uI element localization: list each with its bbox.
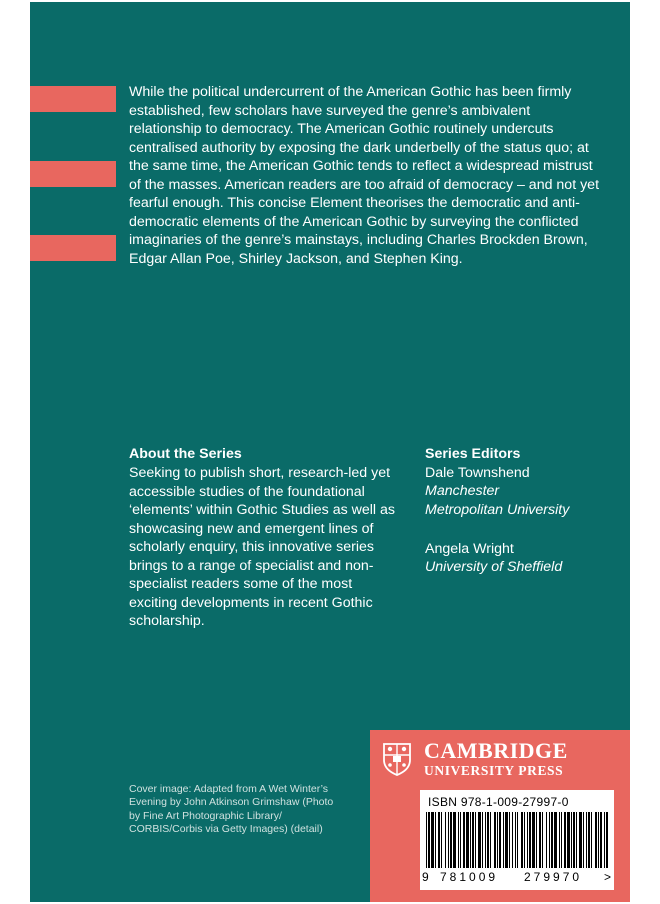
series-editors-heading: Series Editors bbox=[425, 446, 521, 462]
isbn-barcode bbox=[420, 790, 614, 890]
decorative-stripe bbox=[30, 235, 116, 261]
book-blurb: While the political undercurrent of the American Gothic has been firmly established, few scholars have surveyed the genre’s ambivalent relationship to democracy. The American Gothic routinely undercuts centralised authority by exposing the dark underbelly of the status quo; at the same time, the American Gothic tends to reflect a widespread mistrust of the masses. American readers are too afraid of democracy – and not yet fearful enough. This concise Element theorises the democratic and anti-democratic elements of the American Gothic by surveying the conflicted imaginaries of the genre’s mainstays, including Charles Brockden Brown, Edgar Allan Poe, Shirley Jackson, and Stephen King. bbox=[129, 84, 600, 267]
cover-image-credit: Cover image: Adapted from A Wet Winter’s Evening by John Atkinson Grimshaw (Photo by Fine Art Photographic Library/ CORBIS/Corbis via Getty Images) (detail) bbox=[129, 783, 334, 835]
decorative-stripe bbox=[30, 86, 116, 112]
barcode-right-digits: 279970 bbox=[524, 870, 583, 884]
editor-affiliation: Manchester Metropolitan University bbox=[425, 483, 570, 518]
publisher-block bbox=[370, 730, 630, 902]
editor-name: Dale Townshend bbox=[425, 465, 530, 481]
barcode-left-digits: 781009 bbox=[440, 870, 499, 884]
editor-name: Angela Wright bbox=[425, 541, 514, 557]
decorative-stripe bbox=[30, 161, 116, 187]
publisher-subtitle: UNIVERSITY PRESS bbox=[424, 763, 564, 778]
barcode-end-mark: > bbox=[604, 870, 612, 884]
barcode-bars bbox=[426, 812, 608, 868]
publisher-name: CAMBRIDGE bbox=[424, 738, 568, 763]
about-series-text: Seeking to publish short, research-led yet accessible studies of the foundational ‘elements’ within Gothic Studies as well as showcasing new and emergent lines of scholarly enquiry, this innovative series brings to a range of specialist and non-specialist readers some of the most exciting developments in recent Gothic scholarship. bbox=[129, 465, 396, 629]
isbn-label: ISBN 978-1-009-27997-0 bbox=[428, 795, 569, 809]
about-series-heading: About the Series bbox=[129, 446, 242, 462]
editor-affiliation: University of Sheffield bbox=[425, 559, 563, 575]
cambridge-crest-icon bbox=[382, 742, 412, 776]
back-cover bbox=[30, 2, 630, 902]
barcode-lead-digit: 9 bbox=[422, 870, 429, 884]
